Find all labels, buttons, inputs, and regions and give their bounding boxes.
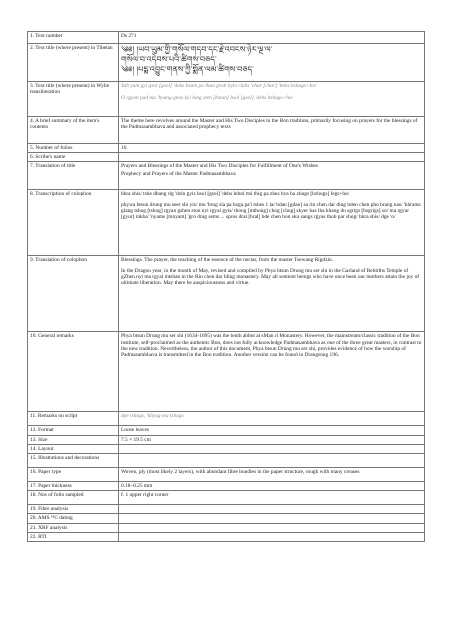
table-row	[28, 435, 425, 444]
table-row	[28, 256, 425, 332]
paper-thickness-value: 0.18–0.25 mm	[119, 482, 425, 491]
table-row	[28, 426, 425, 435]
table-row	[28, 44, 425, 82]
text-number-value: Ds 271	[119, 32, 425, 44]
row-label: 9. Translation of colophon	[28, 256, 119, 332]
colophon-translation-cell	[119, 256, 425, 332]
row-label: 1. Text number	[28, 32, 119, 44]
tibetan-title-line: ༄༅། །པདྨ་འབྱུང་གནས་ཀྱི་སྨོན་ལམ་ཚིགས་བཅད་	[121, 65, 255, 74]
table-row	[28, 332, 425, 412]
row-label: 2. Text title (where present) in Tibetan	[28, 44, 119, 82]
row-label: 6. Scribe's name	[28, 153, 119, 162]
table-row	[28, 468, 425, 482]
row-label: 3. Text title (where present) in Wylie transliteration	[28, 82, 119, 117]
table-row	[28, 144, 425, 153]
illustrations-value	[119, 454, 425, 468]
table-row	[28, 482, 425, 491]
table-row	[28, 454, 425, 468]
table-row	[28, 444, 425, 453]
xrf-analysis-value	[119, 523, 425, 532]
table-row	[28, 523, 425, 532]
layout-value	[119, 444, 425, 453]
size-value: 7.5 × 19.5 cm	[119, 435, 425, 444]
row-label: 22. RTI	[28, 532, 119, 541]
script-remarks-value: dpe tshugs, 'khyug ma tshugs	[119, 412, 425, 426]
ams-dating-value	[119, 514, 425, 523]
row-label: 17. Paper thickness	[28, 482, 119, 491]
row-label: 4. A brief summary of the item's contents	[28, 117, 119, 144]
row-label: 5. Number of folios	[28, 144, 119, 153]
table-row	[28, 117, 425, 144]
table-row	[28, 505, 425, 514]
row-label: 7. Translation of title	[28, 162, 119, 190]
title-translation-cell	[119, 162, 425, 190]
title-translation-line: Prayers and Blessings of the Master and His Two Disciples for Fulfillment of One's Wishes	[121, 163, 318, 170]
tibetan-title-line: གསོལ་བ་འདེབས་པའི་ཚིགས་བཅད་	[121, 55, 217, 64]
table-row	[28, 491, 425, 505]
wylie-title-line: O rgyan pad ma 'byung gnas kyi lung sten [bstan] bsol [gsol] 'debs bzhugs+ho/	[121, 95, 294, 102]
table-row	[28, 190, 425, 256]
wylie-title-line: Yab yum gyi gsol [gsol] 'debs bsam pa lhun grub byin rlabs 'char [char] 'bebs bzhugs+ho/	[121, 83, 317, 89]
row-label: 13. Size	[28, 435, 119, 444]
row-label: 8. Transcription of colophon	[28, 190, 119, 256]
paper-type-value: Woven, ply (most likely 2 layers), with abundant fibre bundles in the paper structure, rough with many creases	[119, 468, 425, 482]
colophon-paragraph: Blessings. The prayer, the teaching of the essence of the nectar, from the master Tsewang Rigdzin.	[121, 257, 334, 264]
table-row	[28, 514, 425, 523]
row-label: 21. XRF analysis	[28, 523, 119, 532]
folio-sampled-value: f. 1 upper right corner	[119, 491, 425, 505]
colophon-paragraph: phywa btsun drung mu seer shi yis/ mu 'brug sla pa bzga pa'i tshes 1 la/ bdan [gdan] sa rin chen dar ding bden chen pho brang nas/ 'khrams glang tshog [tshog] rgyan gshen ston nyi rgyal gyis/ thong [mthong] chog [chog] skyer bas lha khang du sgrigs [bsgrigs] so/ ma rgyur [gyur] mkha' 'nyams [mnyam] 'gro drug sems ... spros dral [bral] bde chen bon sku sangs rgyas thob par shog/ bkra shis/ dge 'o/	[121, 201, 421, 221]
table-row	[28, 412, 425, 426]
tibetan-title-line: ༄༅། །ཡབ་ཡུམ་གྱི་གསོལ་གདབ་དང་རྗེ་འབངས་ཉེར་ལྔ་ལ་	[121, 45, 273, 54]
summary-value: The theme here revolves around the Master and His Two Disciples in the Bon tradition, primarily focusing on prayers for the blessings of the Padmasambhava and associated prophecy texts	[119, 117, 425, 144]
row-label: 10. General remarks	[28, 332, 119, 412]
scribe-name-value	[119, 153, 425, 162]
table-row	[28, 82, 425, 117]
table-row	[28, 162, 425, 190]
rti-value	[119, 532, 425, 541]
colophon-paragraph: In the Dragon year, in the month of May, revised and compiled by Phya btsun Drung mu ser shi in the Garland of Rebirths Temple of gZhen nyi ma rgyal mtshan in the Rin chen dar lding monastery. May all sentient beings who have once been our mothers attain the joy of ultimate liberation. May there be auspiciousness and virtue.	[121, 267, 420, 287]
catalogue-record-table	[27, 31, 425, 542]
row-label: 16. Paper type	[28, 468, 119, 482]
fibre-analysis-value	[119, 505, 425, 514]
row-label: 19. Fibre analysis	[28, 505, 119, 514]
folio-count-value: 16	[119, 144, 425, 153]
colophon-transcription-cell	[119, 190, 425, 256]
table-row	[28, 32, 425, 44]
format-value: Loose leaves	[119, 426, 425, 435]
general-remarks-value: Phya btsun Drung mu ser shi (1634-1695) was the tenth abbot at sMan ri Monastery. However, the mainstream/classic tradition of the Bon institute, self-proclaimed as the authentic Bon, does not fully acknowledge Padmasambhava as one of the three great masters, in contrast to the new tradition. Nevertheless, the author of this document, Phya btsun Drung mu ser shi, provides evidence of how the worship of Padmasambhava is transmitted in the Bon tradition. Another version can be found in Drangsong 196.	[119, 332, 425, 412]
row-label: 14. Layout	[28, 444, 119, 453]
row-label: 20. AMS ¹⁴C dating	[28, 514, 119, 523]
row-label: 15. Illustrations and decorations	[28, 454, 119, 468]
row-label: 11. Remarks on script	[28, 412, 119, 426]
title-translation-line: Prophecy and Prayers of the Master Padmasambhava	[121, 170, 236, 177]
tibetan-title-cell	[119, 44, 425, 82]
row-label: 18. Nos of folio sampled	[28, 491, 119, 505]
table-row	[28, 532, 425, 541]
row-label: 12. Format	[28, 426, 119, 435]
wylie-title-cell	[119, 82, 425, 117]
colophon-paragraph: bkra shis/ tshe dbang rig 'dzin gyis bsol [gsol] 'debs bdud rtsi thig pa zhes bya ba zhugs [bzhugs] legs+ho/	[121, 191, 350, 198]
table-row	[28, 153, 425, 162]
